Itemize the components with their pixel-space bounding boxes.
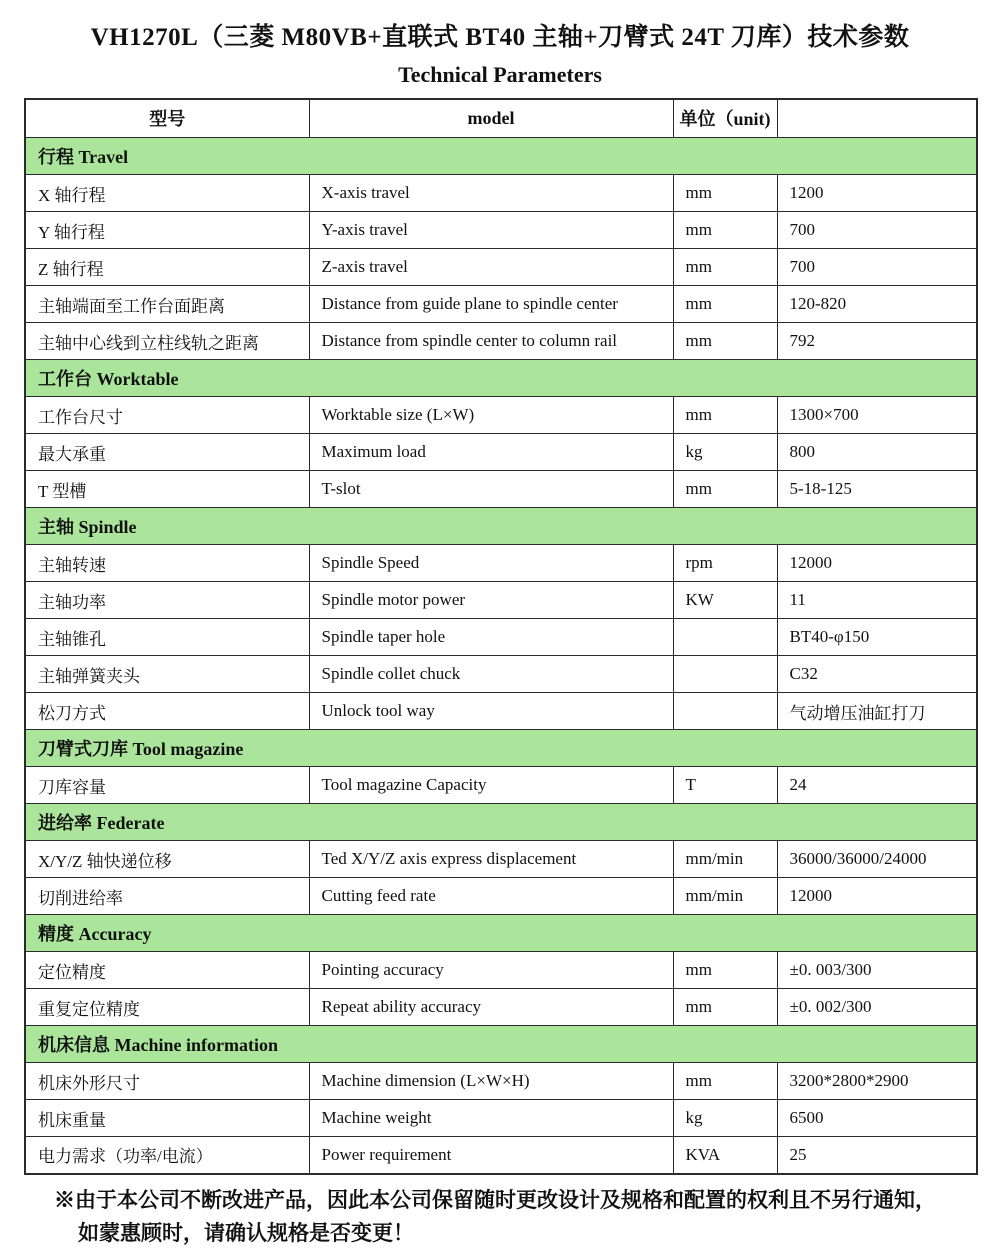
- spec-name-cn: 定位精度: [25, 952, 309, 989]
- spec-unit: KVA: [673, 1137, 777, 1174]
- spec-name-en: Spindle taper hole: [309, 619, 673, 656]
- table-row: [25, 434, 977, 471]
- spec-name-cn: 松刀方式: [25, 693, 309, 730]
- spec-name-en: Cutting feed rate: [309, 878, 673, 915]
- table-row: [25, 323, 977, 360]
- spec-name-en: Y-axis travel: [309, 212, 673, 249]
- section-header-row: [25, 138, 977, 175]
- table-row: [25, 989, 977, 1026]
- spec-unit: kg: [673, 434, 777, 471]
- section-header-label: 行程 Travel: [25, 138, 977, 175]
- table-body: [25, 138, 977, 1174]
- spec-value: 12000: [777, 545, 977, 582]
- table-row: [25, 767, 977, 804]
- column-header-unit: 单位（unit): [673, 99, 777, 138]
- column-header-model-cn: 型号: [25, 99, 309, 138]
- spec-name-cn: 重复定位精度: [25, 989, 309, 1026]
- spec-name-cn: 主轴端面至工作台面距离: [25, 286, 309, 323]
- spec-name-cn: T 型槽: [25, 471, 309, 508]
- table-row: [25, 582, 977, 619]
- table-row: [25, 471, 977, 508]
- spec-value: 24: [777, 767, 977, 804]
- spec-name-cn: 工作台尺寸: [25, 397, 309, 434]
- spec-name-en: Pointing accuracy: [309, 952, 673, 989]
- spec-value: 11: [777, 582, 977, 619]
- table-row: [25, 175, 977, 212]
- spec-name-cn: 最大承重: [25, 434, 309, 471]
- spec-unit: mm: [673, 286, 777, 323]
- table-row: [25, 1100, 977, 1137]
- section-header-label: 工作台 Worktable: [25, 360, 977, 397]
- spec-value: ±0. 003/300: [777, 952, 977, 989]
- footnote-line-1: ※由于本公司不断改进产品，因此本公司保留随时更改设计及规格和配置的权利且不另行通知，: [54, 1187, 936, 1212]
- spec-value: 700: [777, 212, 977, 249]
- table-row: [25, 1063, 977, 1100]
- table-row: [25, 952, 977, 989]
- table-row: [25, 656, 977, 693]
- spec-unit: mm: [673, 397, 777, 434]
- spec-value: 792: [777, 323, 977, 360]
- spec-value: 气动增压油缸打刀: [777, 693, 977, 730]
- spec-name-en: Worktable size (L×W): [309, 397, 673, 434]
- spec-value: ±0. 002/300: [777, 989, 977, 1026]
- spec-value: 12000: [777, 878, 977, 915]
- spec-unit: [673, 693, 777, 730]
- table-row: [25, 878, 977, 915]
- parameters-table: [24, 98, 978, 1175]
- section-header-label: 主轴 Spindle: [25, 508, 977, 545]
- spec-unit: mm: [673, 952, 777, 989]
- spec-value: 700: [777, 249, 977, 286]
- table-row: [25, 693, 977, 730]
- spec-value: 6500: [777, 1100, 977, 1137]
- spec-name-en: Distance from spindle center to column rail: [309, 323, 673, 360]
- spec-unit: T: [673, 767, 777, 804]
- spec-name-cn: X 轴行程: [25, 175, 309, 212]
- spec-name-en: Power requirement: [309, 1137, 673, 1174]
- table-row: [25, 397, 977, 434]
- spec-value: 25: [777, 1137, 977, 1174]
- spec-name-cn: 主轴锥孔: [25, 619, 309, 656]
- spec-unit: [673, 619, 777, 656]
- spec-name-cn: 主轴中心线到立柱线轨之距离: [25, 323, 309, 360]
- spec-name-en: X-axis travel: [309, 175, 673, 212]
- section-header-row: [25, 804, 977, 841]
- spec-unit: mm: [673, 212, 777, 249]
- spec-name-en: Ted X/Y/Z axis express displacement: [309, 841, 673, 878]
- spec-name-en: Distance from guide plane to spindle center: [309, 286, 673, 323]
- spec-unit: mm: [673, 249, 777, 286]
- spec-unit: mm: [673, 1063, 777, 1100]
- table-row: [25, 619, 977, 656]
- section-header-label: 进给率 Federate: [25, 804, 977, 841]
- spec-unit: [673, 656, 777, 693]
- column-header-model-en: model: [309, 99, 673, 138]
- spec-value: 120-820: [777, 286, 977, 323]
- section-header-row: [25, 508, 977, 545]
- spec-name-cn: 电力需求（功率/电流）: [25, 1137, 309, 1174]
- spec-name-en: Repeat ability accuracy: [309, 989, 673, 1026]
- spec-name-cn: 主轴弹簧夹头: [25, 656, 309, 693]
- spec-name-cn: 机床重量: [25, 1100, 309, 1137]
- section-header-row: [25, 360, 977, 397]
- spec-name-en: Machine dimension (L×W×H): [309, 1063, 673, 1100]
- table-row: [25, 212, 977, 249]
- spec-unit: mm: [673, 989, 777, 1026]
- spec-value: 5-18-125: [777, 471, 977, 508]
- table-header-row: [25, 99, 977, 138]
- section-header-label: 精度 Accuracy: [25, 915, 977, 952]
- table-row: [25, 1137, 977, 1174]
- spec-name-en: Tool magazine Capacity: [309, 767, 673, 804]
- spec-unit: mm/min: [673, 878, 777, 915]
- section-header-row: [25, 915, 977, 952]
- spec-name-en: T-slot: [309, 471, 673, 508]
- spec-unit: mm/min: [673, 841, 777, 878]
- spec-name-en: Spindle Speed: [309, 545, 673, 582]
- section-header-row: [25, 730, 977, 767]
- spec-value: BT40-φ150: [777, 619, 977, 656]
- spec-name-cn: X/Y/Z 轴快递位移: [25, 841, 309, 878]
- column-header-value: [777, 99, 977, 138]
- section-header-row: [25, 1026, 977, 1063]
- table-row: [25, 286, 977, 323]
- section-header-label: 机床信息 Machine information: [25, 1026, 977, 1063]
- spec-value: 3200*2800*2900: [777, 1063, 977, 1100]
- spec-name-cn: Y 轴行程: [25, 212, 309, 249]
- spec-value: 36000/36000/24000: [777, 841, 977, 878]
- footnote: [54, 1184, 976, 1250]
- spec-unit: kg: [673, 1100, 777, 1137]
- spec-name-cn: 刀库容量: [25, 767, 309, 804]
- spec-unit: mm: [673, 175, 777, 212]
- spec-name-cn: 主轴转速: [25, 545, 309, 582]
- spec-name-cn: Z 轴行程: [25, 249, 309, 286]
- spec-name-cn: 切削进给率: [25, 878, 309, 915]
- spec-name-en: Z-axis travel: [309, 249, 673, 286]
- spec-name-cn: 主轴功率: [25, 582, 309, 619]
- spec-value: 800: [777, 434, 977, 471]
- section-header-label: 刀臂式刀库 Tool magazine: [25, 730, 977, 767]
- table-row: [25, 545, 977, 582]
- spec-name-en: Spindle motor power: [309, 582, 673, 619]
- spec-unit: KW: [673, 582, 777, 619]
- spec-value: 1200: [777, 175, 977, 212]
- spec-name-en: Spindle collet chuck: [309, 656, 673, 693]
- spec-unit: mm: [673, 471, 777, 508]
- table-row: [25, 249, 977, 286]
- spec-value: C32: [777, 656, 977, 693]
- spec-name-en: Machine weight: [309, 1100, 673, 1137]
- page-title: VH1270L（三菱 M80VB+直联式 BT40 主轴+刀臂式 24T 刀库）技术参数: [90, 24, 910, 51]
- footnote-line-2: 如蒙惠顾时，请确认规格是否变更！: [78, 1220, 414, 1245]
- spec-name-cn: 机床外形尺寸: [25, 1063, 309, 1100]
- spec-unit: rpm: [673, 545, 777, 582]
- spec-unit: mm: [673, 323, 777, 360]
- spec-name-en: Unlock tool way: [309, 693, 673, 730]
- spec-name-en: Maximum load: [309, 434, 673, 471]
- spec-value: 1300×700: [777, 397, 977, 434]
- page-subtitle: Technical Parameters: [398, 62, 602, 88]
- table-row: [25, 841, 977, 878]
